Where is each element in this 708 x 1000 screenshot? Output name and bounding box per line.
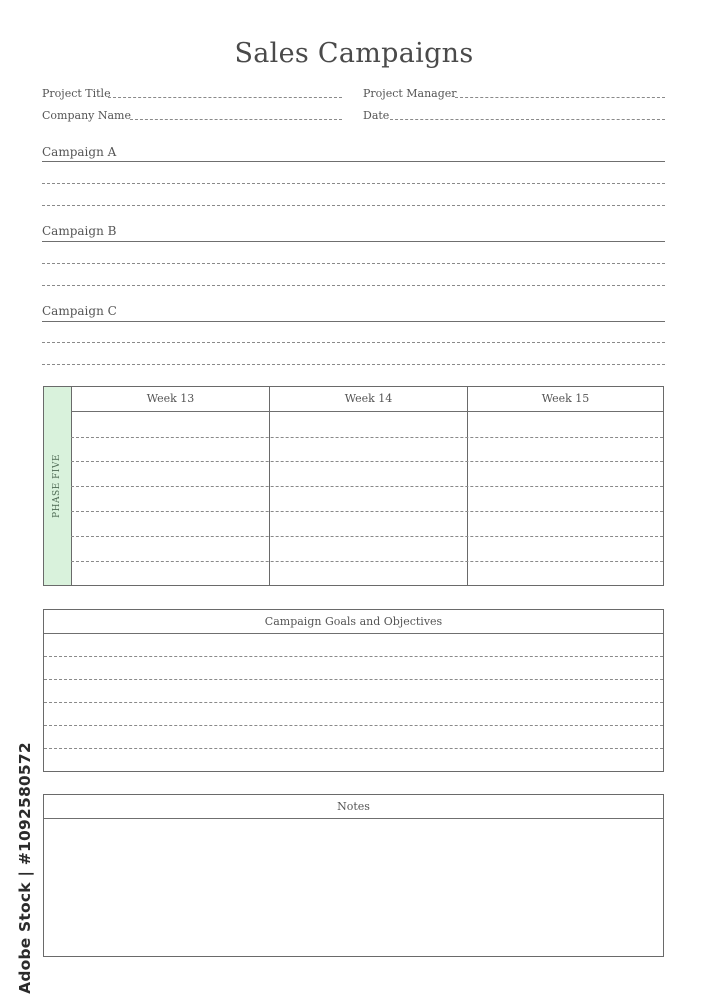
phase-label: PHASE FIVE — [52, 454, 62, 518]
goals-line[interactable] — [44, 702, 663, 703]
stock-watermark: Adobe Stock | #109258057​2 — [16, 742, 34, 994]
campaign-b-underline — [42, 241, 665, 242]
company-name-label: Company Name — [42, 109, 131, 122]
phase-week-table — [43, 386, 664, 586]
goals-line[interactable] — [44, 679, 663, 680]
campaign-a-line[interactable] — [42, 205, 665, 206]
goals-title: Campaign Goals and Objectives — [264, 615, 443, 628]
table-row-line[interactable] — [71, 561, 663, 562]
company-name-line[interactable] — [130, 119, 342, 120]
project-title-label: Project Title — [42, 87, 111, 100]
campaign-b-label: Campaign B — [42, 224, 117, 238]
campaign-b-line[interactable] — [42, 285, 665, 286]
page-title: Sales Campaigns — [234, 38, 474, 69]
week-13-header: Week 13 — [146, 392, 195, 405]
week-14-header: Week 14 — [344, 392, 393, 405]
project-title-line[interactable] — [108, 97, 342, 98]
campaign-a-line[interactable] — [42, 183, 665, 184]
goals-header-divider — [44, 633, 663, 634]
goals-box — [43, 609, 664, 772]
project-manager-label: Project Manager — [363, 87, 457, 100]
project-manager-line[interactable] — [455, 97, 665, 98]
notes-area[interactable] — [44, 819, 663, 956]
goals-line[interactable] — [44, 725, 663, 726]
phase-column — [44, 387, 72, 585]
campaign-c-line[interactable] — [42, 364, 665, 365]
date-line[interactable] — [390, 119, 665, 120]
campaign-c-underline — [42, 321, 665, 322]
campaign-c-line[interactable] — [42, 342, 665, 343]
table-row-line[interactable] — [71, 437, 663, 438]
notes-box — [43, 794, 664, 957]
table-row-line[interactable] — [71, 511, 663, 512]
table-row-line[interactable] — [71, 486, 663, 487]
week-15-header: Week 15 — [541, 392, 590, 405]
campaign-b-line[interactable] — [42, 263, 665, 264]
goals-line[interactable] — [44, 656, 663, 657]
table-row-line[interactable] — [71, 461, 663, 462]
notes-title: Notes — [337, 800, 370, 813]
goals-line[interactable] — [44, 748, 663, 749]
campaign-a-label: Campaign A — [42, 145, 117, 159]
campaign-a-underline — [42, 161, 665, 162]
header-divider — [71, 411, 663, 412]
campaign-c-label: Campaign C — [42, 304, 117, 318]
table-row-line[interactable] — [71, 536, 663, 537]
date-label: Date — [363, 109, 390, 122]
